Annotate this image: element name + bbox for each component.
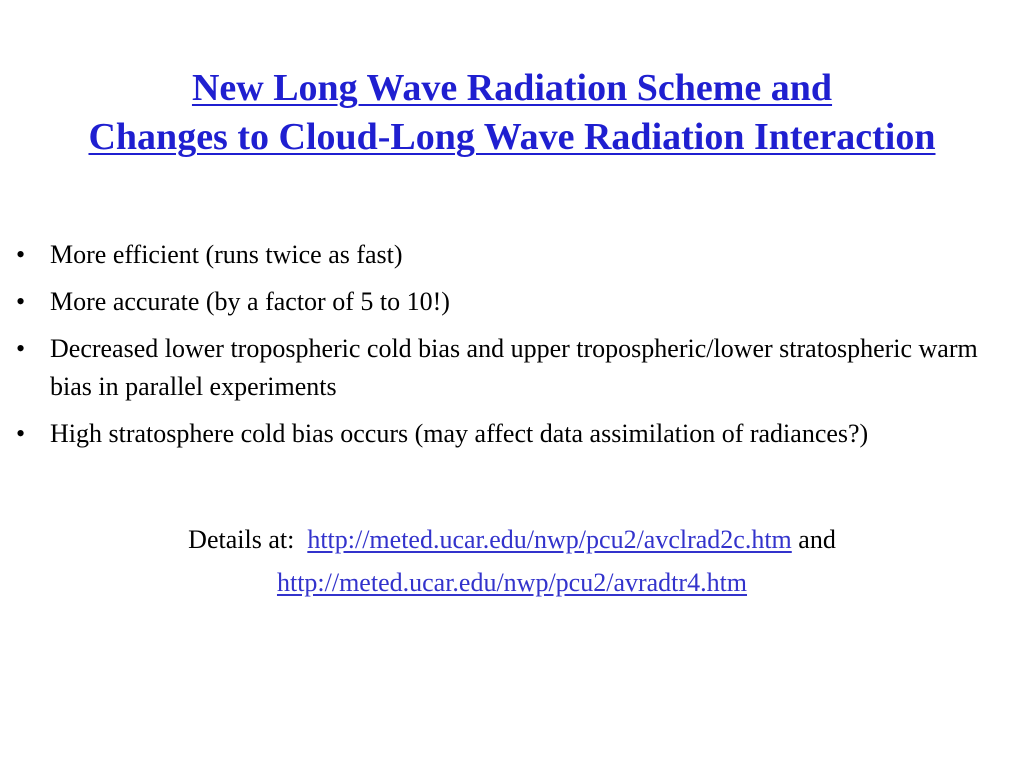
bullet-text: High stratosphere cold bias occurs (may affect data assimilation of radiances?)	[50, 419, 869, 448]
bullet-marker: •	[16, 240, 26, 269]
bullet-item-accurate	[16, 283, 1006, 321]
details-block	[0, 518, 1024, 604]
bullet-item-stratosphere	[16, 415, 1006, 453]
bullet-item-efficient	[16, 236, 1006, 274]
bullet-marker: •	[16, 334, 26, 363]
details-prefix: Details at:	[188, 525, 295, 554]
details-line-1	[0, 518, 1024, 561]
bullet-item-bias	[16, 330, 1006, 406]
title-line-2: Changes to Cloud-Long Wave Radiation Interaction	[88, 116, 936, 158]
slide-title	[0, 64, 1024, 162]
bullet-list	[16, 236, 1006, 462]
bullet-text: More efficient (runs twice as fast)	[50, 240, 403, 269]
bullet-text: Decreased lower tropospheric cold bias and upper tropospheric/lower stratospheric warm bias in parallel experiments	[50, 334, 978, 401]
details-joiner: and	[798, 525, 836, 554]
bullet-marker: •	[16, 287, 26, 316]
details-link-avradtr4[interactable]: http://meted.ucar.edu/nwp/pcu2/avradtr4.htm	[276, 568, 748, 597]
title-line-1: New Long Wave Radiation Scheme and	[191, 67, 833, 109]
bullet-marker: •	[16, 419, 26, 448]
details-link-avclrad2c[interactable]: http://meted.ucar.edu/nwp/pcu2/avclrad2c.htm	[307, 525, 792, 554]
bullet-text: More accurate (by a factor of 5 to 10!)	[50, 287, 450, 316]
details-line-2	[0, 561, 1024, 604]
